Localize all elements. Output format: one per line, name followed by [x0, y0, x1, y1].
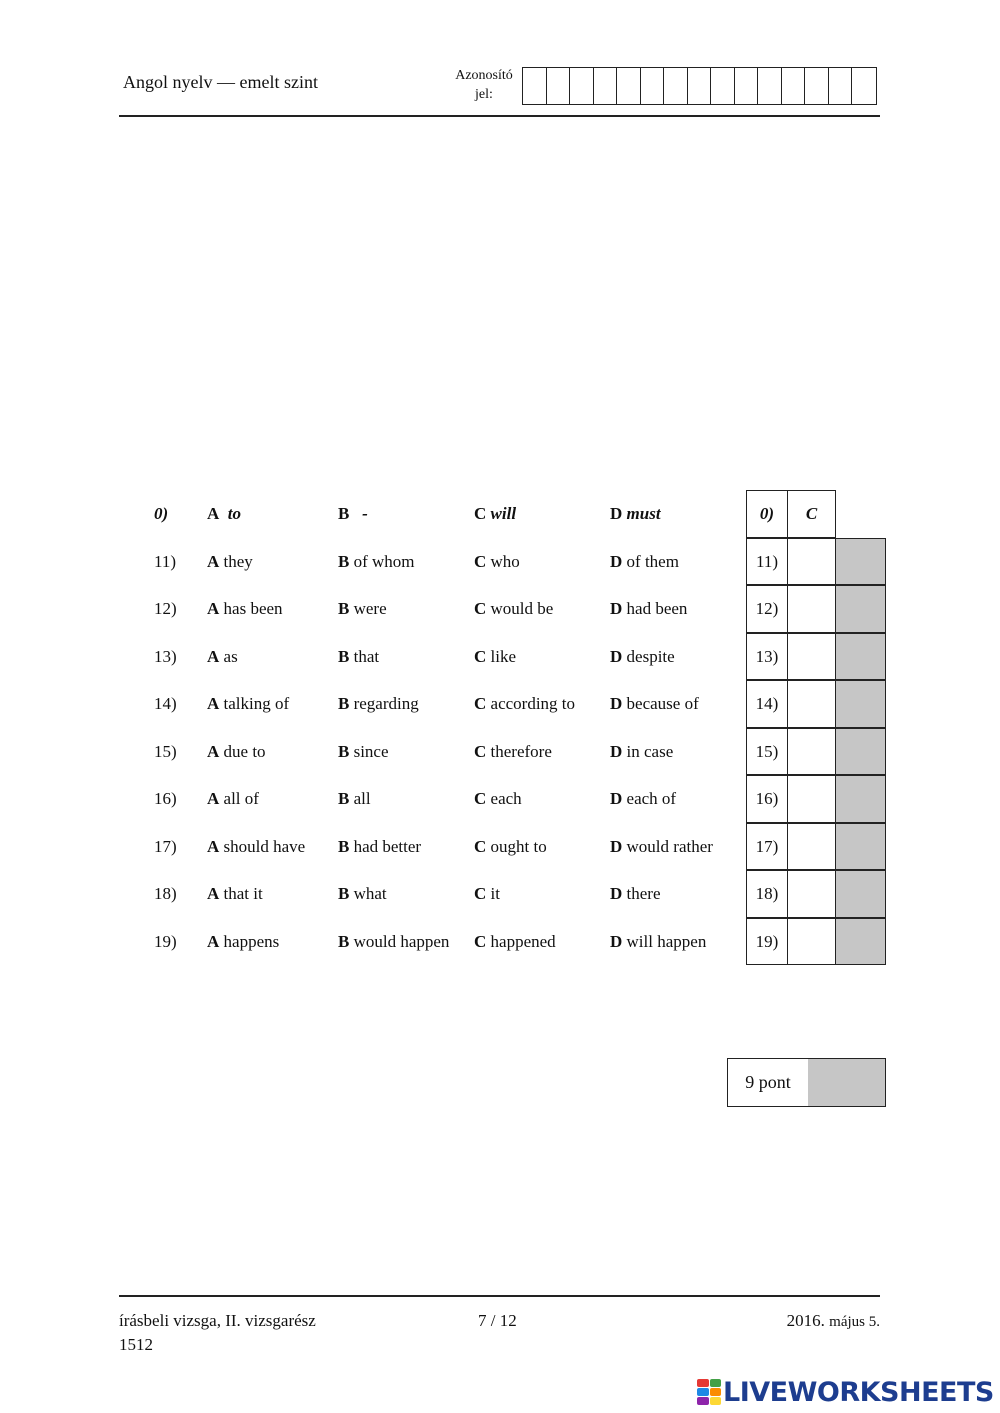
example-option-b: B -	[338, 504, 368, 523]
answer-input-box[interactable]	[787, 870, 836, 918]
score-box	[727, 1058, 886, 1107]
id-box[interactable]	[711, 68, 735, 104]
question-number: 17)	[154, 836, 177, 856]
question-row	[0, 585, 740, 632]
grading-box	[835, 823, 886, 871]
grading-box	[835, 870, 886, 918]
header-title: Angol nyelv — emelt szint	[123, 72, 318, 92]
answer-number: 15)	[746, 728, 788, 776]
answer-number: 11)	[746, 538, 788, 586]
footer-left	[119, 1309, 316, 1357]
id-box[interactable]	[805, 68, 829, 104]
option-b: B regarding	[338, 694, 419, 713]
id-box[interactable]	[829, 68, 853, 104]
answer-input-box[interactable]	[787, 823, 836, 871]
option-c: C who	[474, 551, 520, 571]
option-a: A as	[207, 646, 238, 666]
option-c: C happened	[474, 931, 556, 951]
example-answer: C	[787, 490, 836, 538]
score-label: 9 pont	[728, 1059, 809, 1106]
option-b: B had better	[338, 836, 422, 856]
question-row	[0, 633, 740, 680]
option-d: D despite	[610, 646, 675, 666]
header-rule	[119, 115, 880, 117]
grading-box	[835, 728, 886, 776]
grading-box	[835, 918, 886, 966]
option-c: C like	[474, 646, 517, 666]
id-box[interactable]	[617, 68, 641, 104]
example-number: 0)	[154, 504, 169, 523]
example-option-c: C will	[474, 504, 517, 523]
option-a: A they	[207, 551, 253, 571]
option-b: B of whom	[338, 551, 415, 571]
footer-date: 2016. május 5.	[786, 1311, 880, 1330]
question-row	[0, 823, 740, 870]
option-d: D of them	[610, 551, 679, 571]
id-box[interactable]	[735, 68, 759, 104]
id-box[interactable]	[852, 68, 876, 104]
option-a: A should have	[207, 836, 306, 856]
option-d: D in case	[610, 741, 674, 761]
option-c: C therefore	[474, 741, 552, 761]
id-box[interactable]	[570, 68, 594, 104]
answer-number: 13)	[746, 633, 788, 681]
option-b: B what	[338, 884, 387, 903]
option-d: D because of	[610, 694, 699, 713]
answer-number: 14)	[746, 680, 788, 728]
answer-input-box[interactable]	[787, 775, 836, 823]
grading-box	[835, 585, 886, 633]
id-label-line2: jel:	[475, 87, 493, 102]
answer-number: 12)	[746, 585, 788, 633]
answer-number: 16)	[746, 775, 788, 823]
question-number: 13)	[154, 646, 177, 666]
option-b: B all	[338, 789, 371, 808]
question-row	[0, 918, 740, 965]
id-label	[448, 66, 520, 104]
option-c: C each	[474, 789, 522, 808]
option-d: D would rather	[610, 836, 713, 856]
grading-box	[835, 680, 886, 728]
option-c: C according to	[474, 694, 576, 713]
id-box[interactable]	[641, 68, 665, 104]
option-c: C it	[474, 884, 500, 903]
option-a: A happens	[207, 931, 280, 951]
id-box[interactable]	[523, 68, 547, 104]
option-a: A has been	[207, 599, 283, 618]
grading-box	[835, 538, 886, 586]
option-b: B since	[338, 741, 389, 761]
id-box[interactable]	[758, 68, 782, 104]
question-row	[0, 870, 740, 917]
option-c: C ought to	[474, 836, 547, 856]
page-number: 7 / 12	[478, 1311, 517, 1330]
option-a: A that it	[207, 884, 263, 903]
question-number: 16)	[154, 789, 177, 808]
answer-number: 17)	[746, 823, 788, 871]
footer-code: 1512	[119, 1335, 153, 1354]
id-box[interactable]	[664, 68, 688, 104]
answer-input-box[interactable]	[787, 538, 836, 586]
option-b: B that	[338, 646, 380, 666]
question-number: 14)	[154, 694, 177, 713]
answer-input-box[interactable]	[787, 680, 836, 728]
answer-input-box[interactable]	[787, 633, 836, 681]
question-number: 18)	[154, 884, 177, 903]
option-b: B would happen	[338, 931, 450, 951]
brand-text: LIVEWORKSHEETS	[723, 1376, 994, 1408]
grading-box	[835, 633, 886, 681]
footer-exam-name: írásbeli vizsga, II. vizsgarész	[119, 1311, 316, 1330]
grading-box	[835, 775, 886, 823]
footer-rule	[119, 1295, 880, 1297]
question-row	[0, 728, 740, 775]
question-number: 19)	[154, 931, 177, 951]
question-row	[0, 775, 740, 822]
answer-number: 18)	[746, 870, 788, 918]
example-option-d: D must	[610, 504, 661, 523]
id-box[interactable]	[782, 68, 806, 104]
question-number: 15)	[154, 741, 177, 761]
answer-number: 19)	[746, 918, 788, 966]
id-box[interactable]	[547, 68, 571, 104]
example-option-a: A to	[207, 504, 242, 523]
option-d: D there	[610, 884, 661, 903]
question-number: 12)	[154, 599, 177, 618]
answer-input-box[interactable]	[787, 585, 836, 633]
option-d: D had been	[610, 599, 688, 618]
option-c: C would be	[474, 599, 554, 618]
liveworksheets-logo-icon	[697, 1379, 721, 1405]
id-boxes[interactable]	[522, 67, 877, 105]
score-field	[808, 1059, 885, 1106]
option-d: D each of	[610, 789, 677, 808]
option-a: A talking of	[207, 694, 290, 713]
answer-number: 0)	[746, 490, 788, 538]
question-row	[0, 680, 740, 727]
id-box[interactable]	[688, 68, 712, 104]
answer-input-box[interactable]	[787, 728, 836, 776]
option-b: B were	[338, 599, 387, 618]
question-number: 11)	[154, 551, 177, 571]
option-a: A all of	[207, 789, 259, 808]
option-a: A due to	[207, 741, 266, 761]
option-d: D will happen	[610, 931, 707, 951]
question-row	[0, 538, 740, 585]
id-box[interactable]	[594, 68, 618, 104]
example-row	[0, 490, 740, 537]
id-label-line1: Azonosító	[455, 68, 513, 83]
answer-input-box[interactable]	[787, 918, 836, 966]
liveworksheets-brand[interactable]	[697, 1376, 994, 1408]
